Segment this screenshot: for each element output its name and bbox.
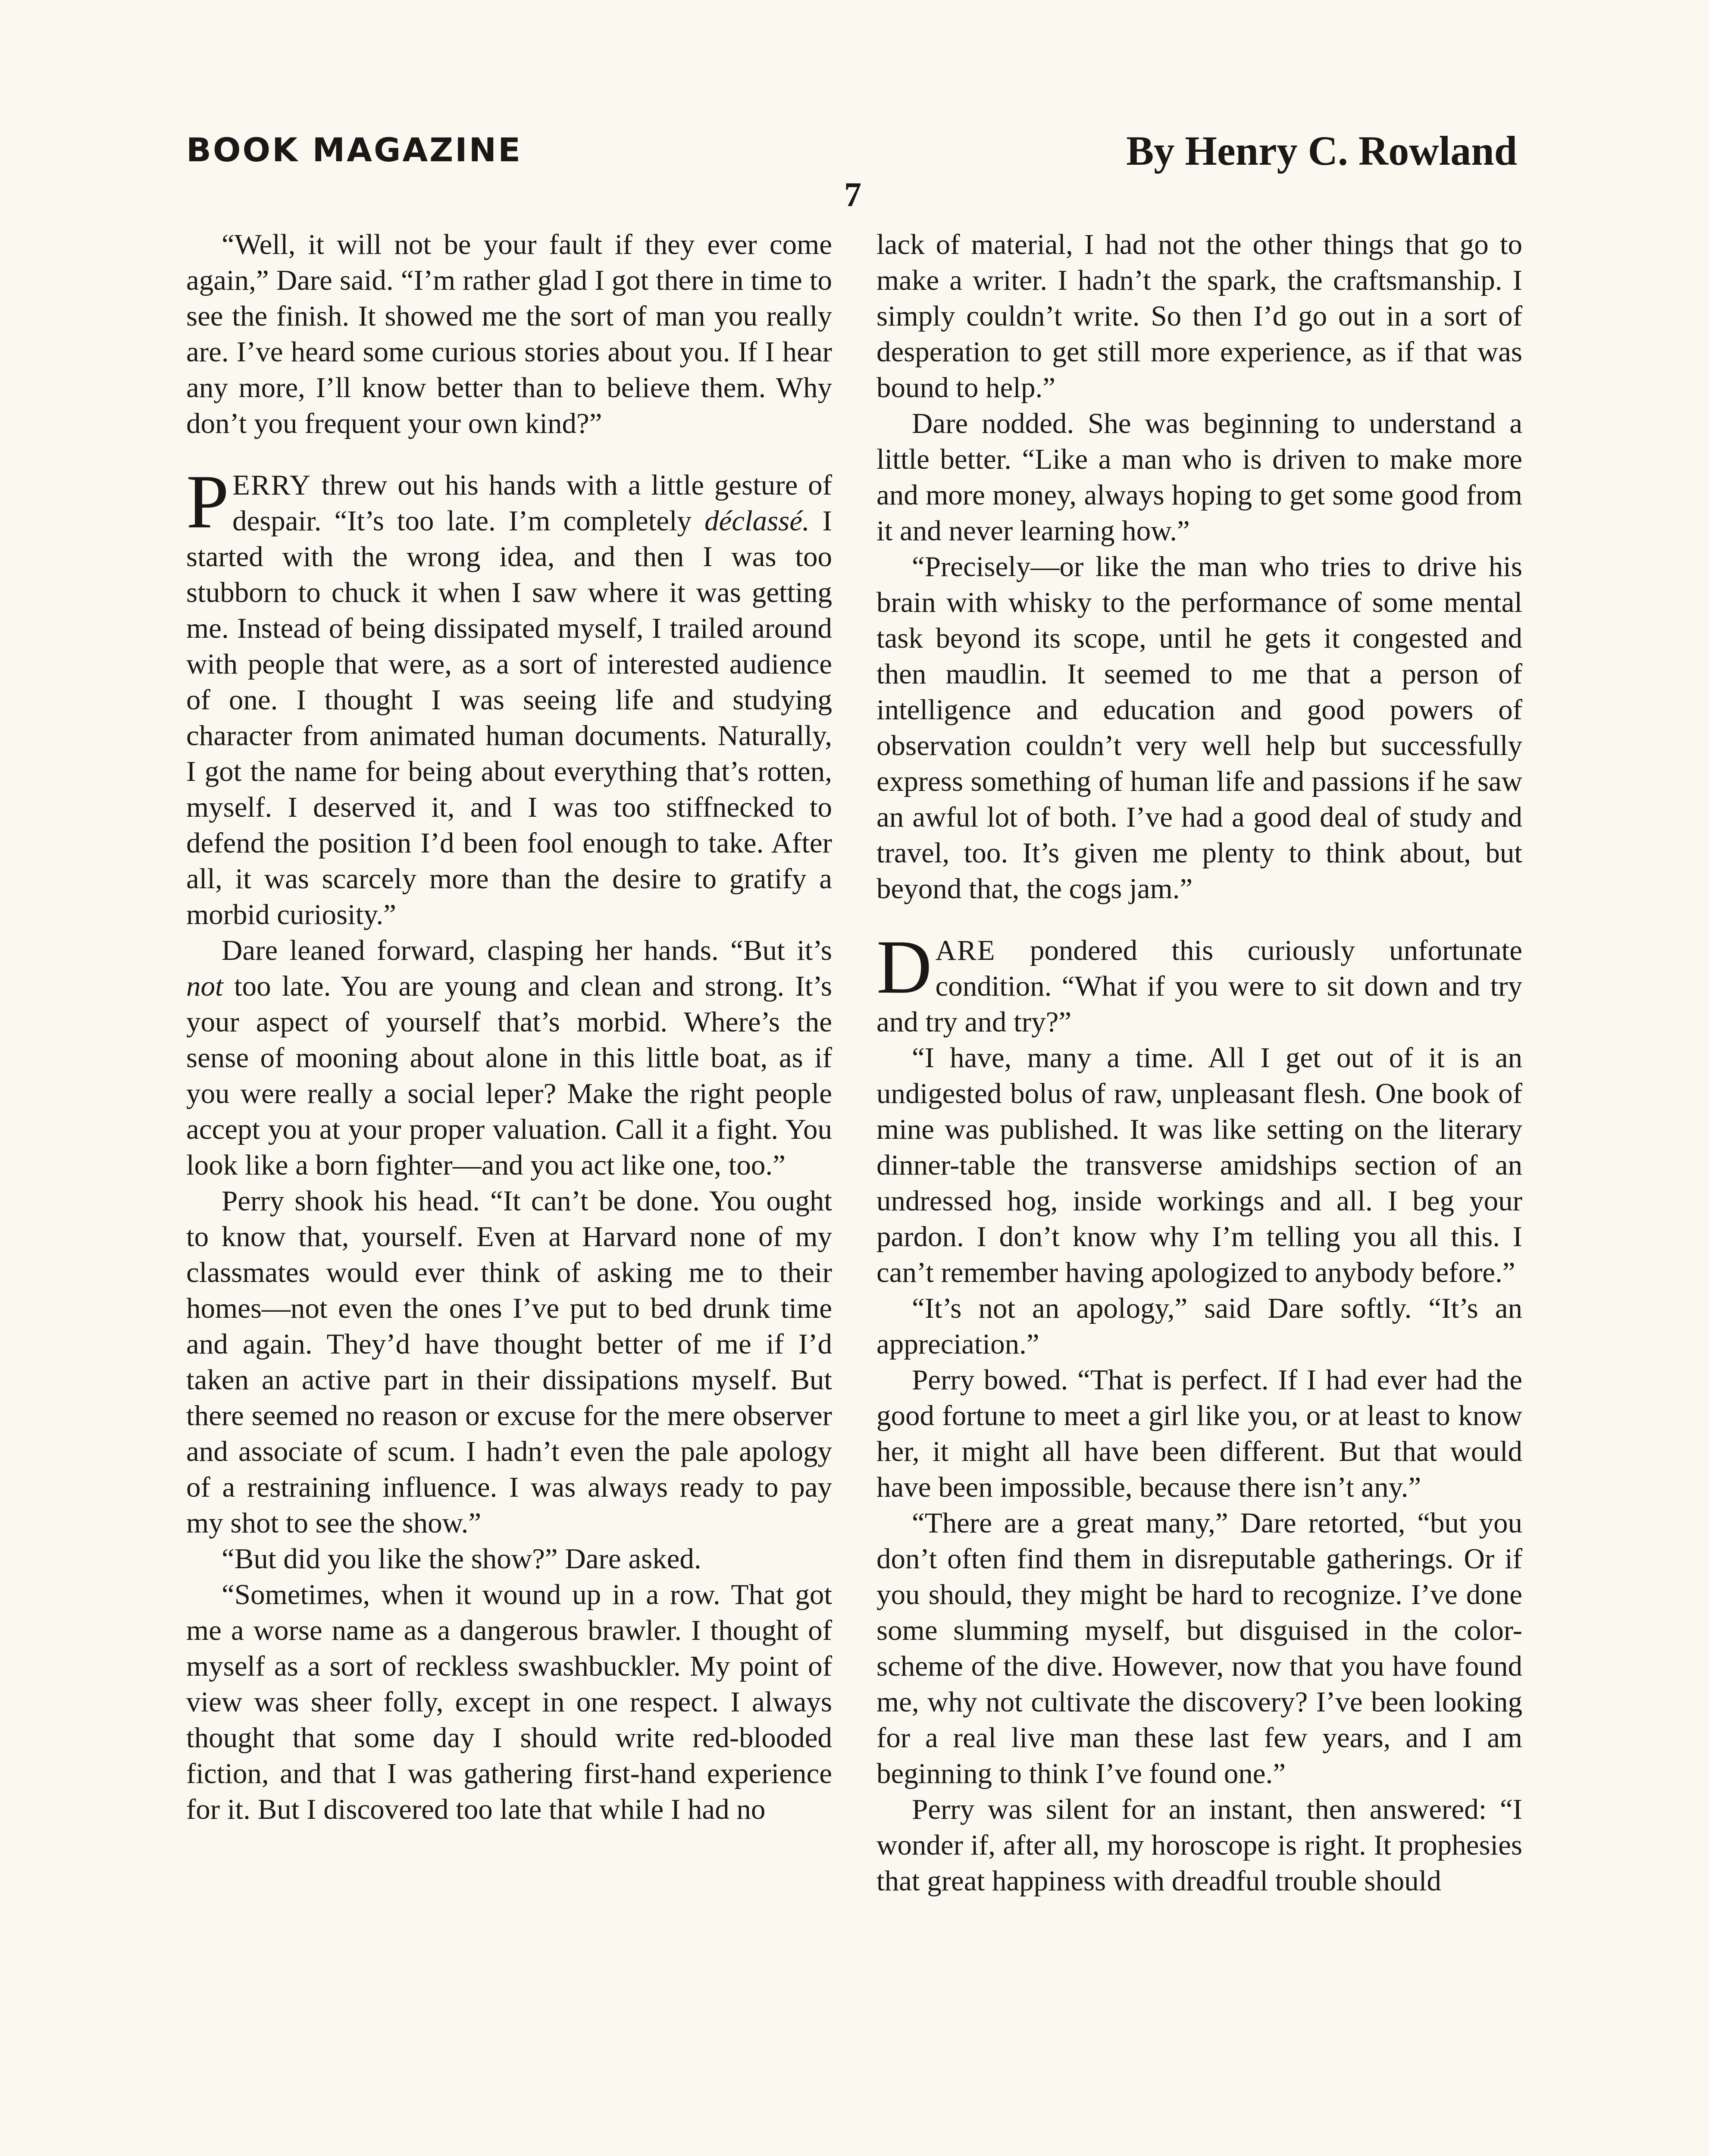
left-column <box>186 227 832 1827</box>
magazine-title: BOOK MAGAZINE <box>186 131 523 169</box>
page-number: 7 <box>844 176 861 214</box>
right-column <box>876 227 1522 1899</box>
paragraph-dropcap <box>186 459 832 933</box>
paragraph: “Precisely—or like the man who tries to drive his brain with whisky to the performance of some mental task beyond its scope, until he gets it congested and then maudlin. It seemed to me that a person of intelligence and education and good powers of observation couldn’t very well help but successfully express something of human life and passions if he saw an awful lot of both. I’ve had a good deal of study and travel, too. It’s given me plenty to think about, but beyond that, the cogs jam.” <box>876 551 1522 905</box>
italic-text: not <box>186 970 223 1002</box>
paragraph: “But did you like the show?” Dare asked. <box>222 1543 701 1575</box>
paragraph: “It’s not an apology,” said Dare softly. “It’s an appreciation.” <box>876 1292 1522 1360</box>
small-caps-lead: ERRY <box>232 469 311 501</box>
paragraph-text: pondered this curiously unfortunate condition. “What if you were to sit down and try and try and try?” <box>876 934 1522 1038</box>
paragraph-text: threw out his hands with a little gesture of despair. “It’s too late. I’m completely <box>232 469 832 537</box>
drop-cap: D <box>876 924 932 1009</box>
paragraph: Perry bowed. “That is perfect. If I had ever had the good fortune to meet a girl like you, or at least to know her, it might all have been different. But that would have been impossible, because there isn’t any.” <box>876 1364 1522 1503</box>
paragraph: Perry was silent for an instant, then answered: “I wonder if, after all, my horoscope is right. It prophesies that great happiness with dreadful trouble should <box>876 1793 1522 1897</box>
small-caps-lead: ARE <box>935 934 996 966</box>
paragraph: Perry shook his head. “It can’t be done. You ought to know that, yourself. Even at Harvard none of my classmates would ever think of asking me to their homes—not even the ones I’ve put to bed drunk time and again. They’d have thought better of me if I’d taken an active part in their dissipations myself. But there seemed no reason or excuse for the mere observer and associate of scum. I hadn’t even the pale apology of a restraining influence. I was always ready to pay my shot to see the show.” <box>186 1185 832 1539</box>
paragraph: lack of material, I had not the other things that go to make a writer. I hadn’t the spark, the craftsmanship. I simply couldn’t write. So then I’d go out in a sort of desperation to get still more experience, as if that was bound to help.” <box>876 229 1522 404</box>
drop-cap: P <box>186 459 229 544</box>
paragraph-text: I started with the wrong idea, and then I was too stubborn to chuck it when I saw where it was getting me. Instead of being dissipated myself, I trailed around with people that were, as a sort of interested audience of one. I thought I was seeing life and studying character from animated human documents. Naturally, I got the name for being about everything that’s rotten, myself. I deserved it, and I was too stiffnecked to defend the position I’d been fool enough to take. After all, it was scarcely more than the desire to gratify a morbid curiosity.” <box>186 505 832 931</box>
paragraph-text: Dare leaned forward, clasping her hands. “But it’s <box>222 934 832 966</box>
author-byline: By Henry C. Rowland <box>1126 128 1517 174</box>
paragraph: Dare nodded. She was beginning to understand a little better. “Like a man who is driven to make more and more money, always hoping to get some good from it and never learning how.” <box>876 407 1522 547</box>
paragraph-dropcap <box>876 924 1522 1040</box>
paragraph: “Sometimes, when it wound up in a row. That got me a worse name as a dangerous brawler. I thought of myself as a sort of reckless swashbuckler. My point of view was sheer folly, except in one respect. I always thought that some day I should write red-blooded fiction, and that I was gathering first-hand experience for it. But I discovered too late that while I had no <box>186 1579 832 1825</box>
paragraph: “There are a great many,” Dare retorted, “but you don’t often find them in disreputable gatherings. Or if you should, they might be hard to recognize. I’ve done some slumming myself, but disguised in the color-scheme of the dive. However, now that you have found me, why not cultivate the discovery? I’ve been looking for a real live man these last few years, and I am beginning to think I’ve found one.” <box>876 1507 1522 1789</box>
paragraph: “Well, it will not be your fault if they ever come again,” Dare said. “I’m rather glad I got there in time to see the finish. It showed me the sort of man you really are. I’ve heard some curious stories about you. If I hear any more, I’ll know better than to believe them. Why don’t you frequent your own kind?” <box>186 229 832 439</box>
paragraph-text: too late. You are young and clean and strong. It’s your aspect of yourself that’s morbid. Where’s the sense of mooning about alone in this little boat, as if you were really a social leper? Make the right people accept you at your proper valuation. Call it a fight. You look like a born fighter—and you act like one, too.” <box>186 970 832 1181</box>
italic-text: déclassé. <box>704 505 810 537</box>
paragraph: “I have, many a time. All I get out of it is an undigested bolus of raw, unpleasant flesh. One book of mine was published. It was like setting on the literary dinner-table the transverse amidships section of an undressed hog, inside workings and all. I beg your pardon. I don’t know why I’m telling you all this. I can’t remember having apologized to anybody before.” <box>876 1042 1522 1288</box>
paragraph <box>186 933 832 1183</box>
